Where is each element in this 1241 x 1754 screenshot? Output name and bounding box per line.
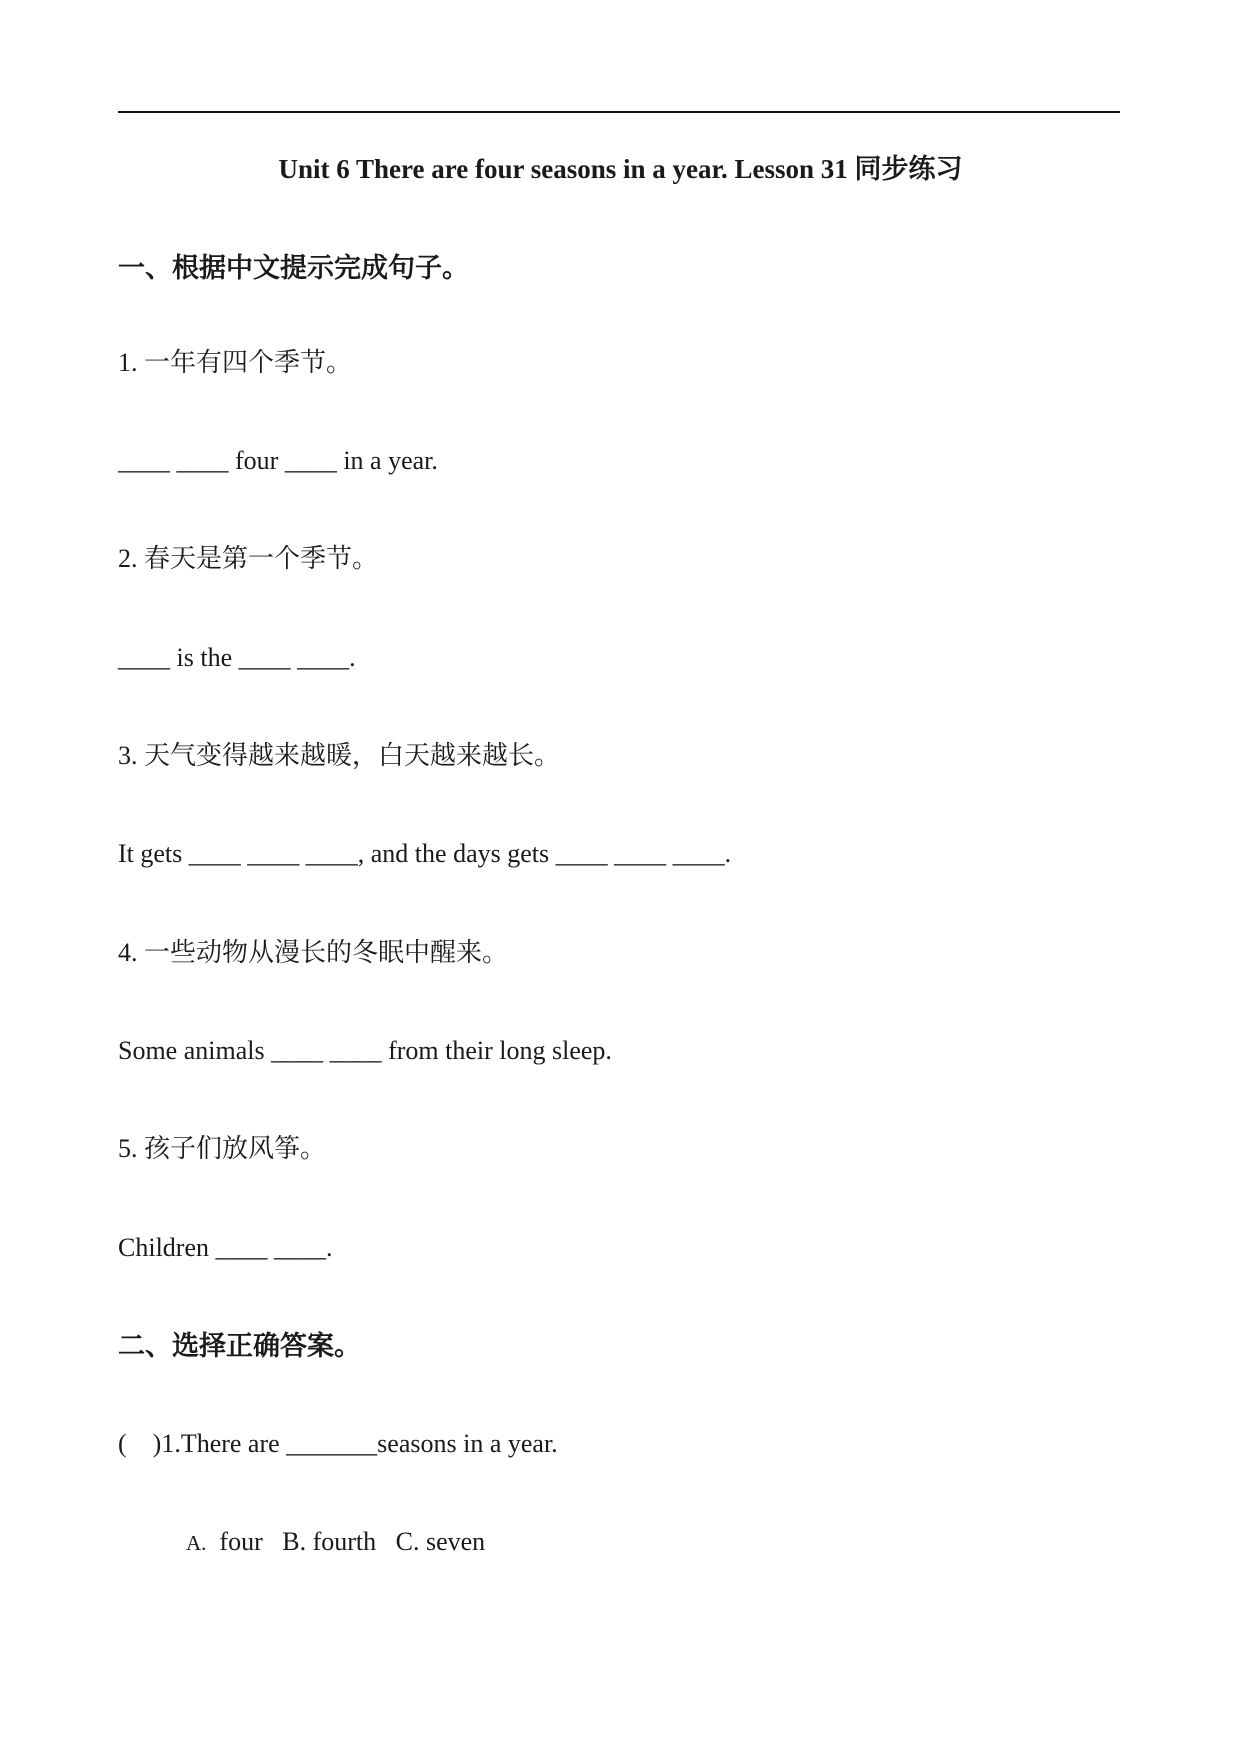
choice-question-1: ( )1.There are _______seasons in a year. bbox=[118, 1429, 558, 1458]
section1-heading: 一、根据中文提示完成句子。 bbox=[118, 253, 469, 283]
option-b: B. fourth bbox=[282, 1527, 377, 1556]
option-c: C. seven bbox=[395, 1527, 486, 1556]
item-3-prompt: 3. 天气变得越来越暖，白天越来越长。 bbox=[118, 741, 561, 770]
item-5-answer-line: Children ____ ____. bbox=[118, 1233, 333, 1262]
document-title: Unit 6 There are four seasons in a year. Lesson 31 同步练习 bbox=[278, 154, 963, 184]
choice-options-1 bbox=[186, 1526, 485, 1559]
item-2-prompt: 2. 春天是第一个季节。 bbox=[118, 544, 379, 573]
section2-heading: 二、选择正确答案。 bbox=[118, 1331, 361, 1361]
header-rule bbox=[118, 111, 1120, 113]
item-2-answer-line: ____ is the ____ ____. bbox=[118, 643, 356, 672]
item-3-answer-line: It gets ____ ____ ____, and the days gets ____ ____ ____. bbox=[118, 839, 732, 868]
item-5-prompt: 5. 孩子们放风筝。 bbox=[118, 1134, 327, 1163]
item-4-answer-line: Some animals ____ ____ from their long sleep. bbox=[118, 1036, 612, 1065]
item-4-prompt: 4. 一些动物从漫长的冬眠中醒来。 bbox=[118, 938, 509, 967]
item-1-answer-line: ____ ____ four ____ in a year. bbox=[118, 446, 438, 475]
option-a-letter: A. bbox=[186, 1531, 207, 1555]
item-1-prompt: 1. 一年有四个季节。 bbox=[118, 348, 353, 377]
option-a-text: four bbox=[219, 1527, 263, 1556]
